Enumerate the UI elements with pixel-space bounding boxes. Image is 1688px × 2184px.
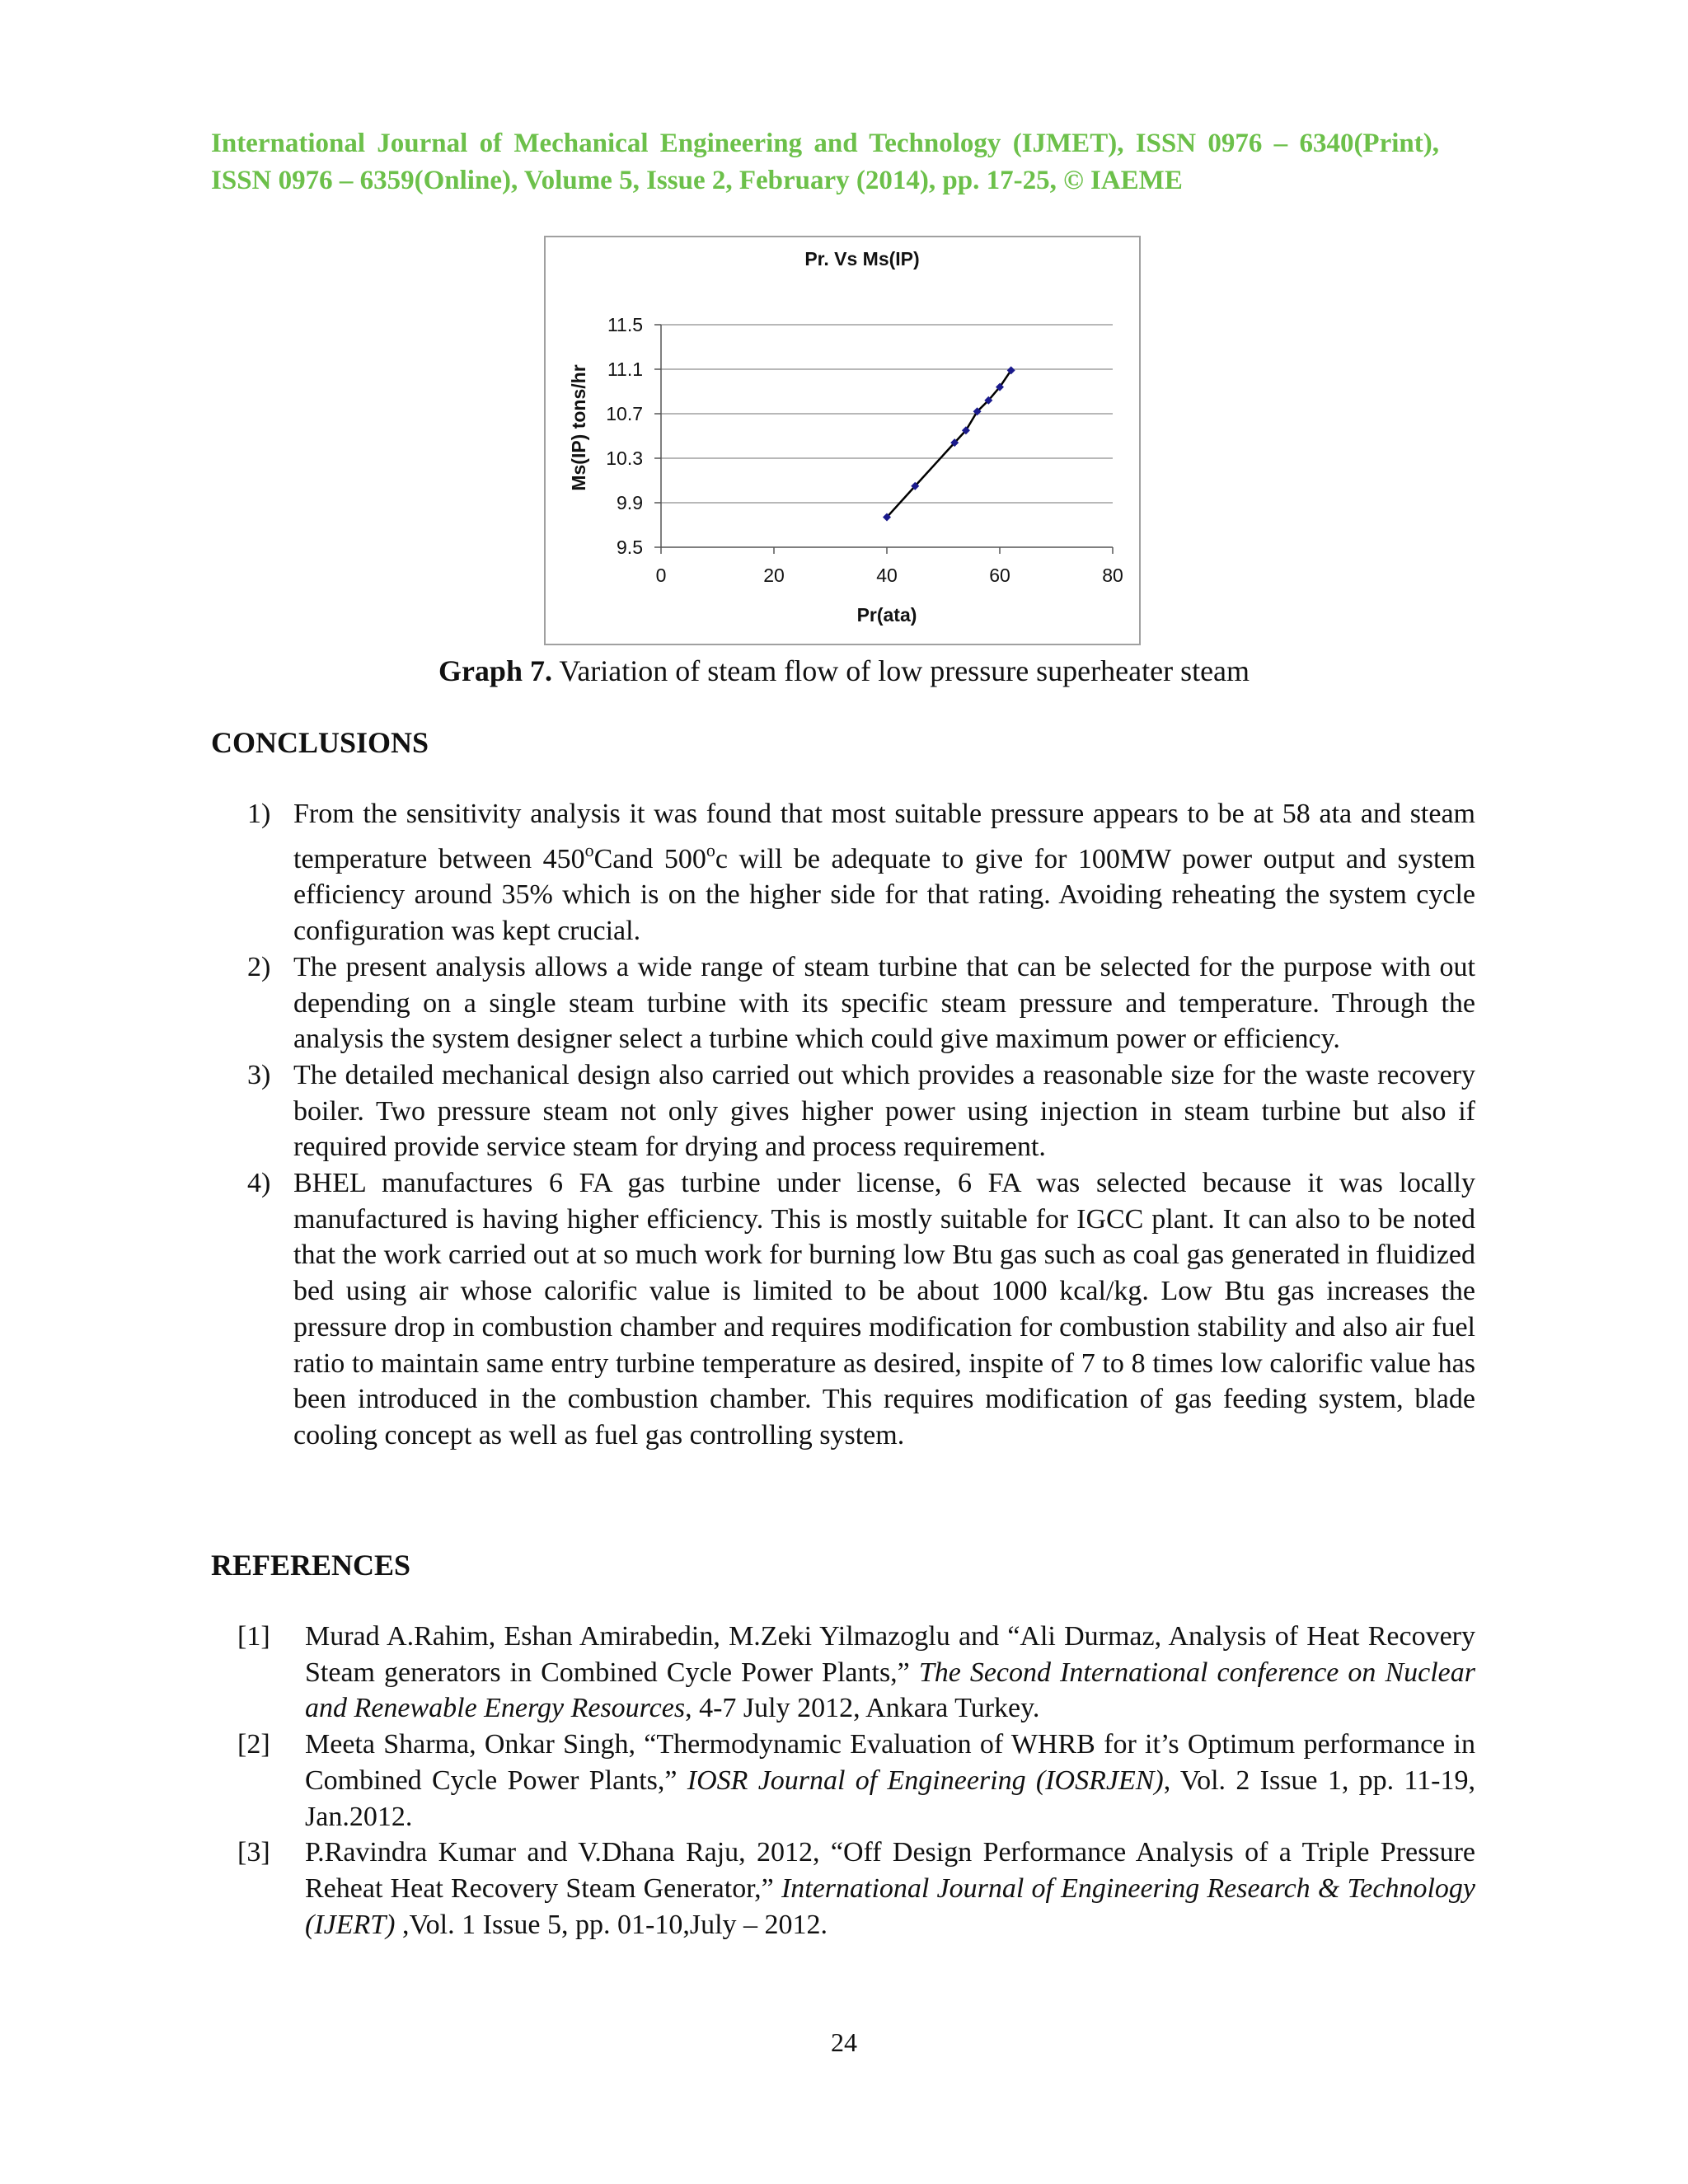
- journal-header: International Journal of Mechanical Engineering and Technology (IJMET), ISSN 0976 – 6340(Print), ISSN 0976 – 6359(Online), Volume 5, Issue 2, February (2014), pp. 17-25, © IAEME: [211, 129, 1439, 195]
- y-tick-label: 11.5: [607, 314, 643, 335]
- y-tick-label: 10.7: [606, 403, 643, 424]
- superscript: o: [584, 839, 594, 860]
- chart: [544, 236, 1141, 645]
- references-heading: REFERENCES: [211, 1549, 411, 1582]
- list-number: 3): [247, 1059, 271, 1090]
- conclusions-heading: CONCLUSIONS: [211, 726, 429, 759]
- reference-number: [2]: [237, 1729, 270, 1760]
- reference-text: ,Vol. 1 Issue 5, pp. 01-10,July – 2012.: [395, 1909, 828, 1940]
- reference-item: [231, 1727, 1475, 1835]
- list-text: BHEL manufactures 6 FA gas turbine under license, 6 FA was selected because it was locally manufactured is having higher efficiency. This is mostly suitable for IGCC plant. It can also to be noted that the work carried out at so much work for burning low Btu gas such as coal gas generated in fluidized bed using air whose calorific value is limited to be about 1000 kcal/kg. Low Btu gas increases the pressure drop in combustion chamber and requires modification for combustion stability and also air fuel ratio to maintain same entry turbine temperature as desired, inspite of 7 to 8 times low calorific value has been introduced in the combustion chamber. This requires modification of gas feeding system, blade cooling concept as well as fuel gas controlling system.: [293, 1168, 1475, 1451]
- series-line: [887, 370, 1011, 517]
- list-text: The detailed mechanical design also carried out which provides a reasonable size for the waste recovery boiler. Two pressure steam not only gives higher power using injection in steam turbine but also if required provide service steam for drying and process requirement.: [293, 1059, 1475, 1163]
- superscript: o: [706, 839, 715, 860]
- page-number: 24: [831, 2027, 857, 2057]
- caption-label: Graph 7.: [438, 654, 552, 687]
- list-number: 1): [247, 799, 271, 829]
- x-axis-label: Pr(ata): [856, 604, 917, 626]
- list-text: From the sensitivity analysis it was found that most suitable pressure appears to be at 58 ata and steam temperature between 450: [293, 799, 1475, 874]
- reference-number: [1]: [237, 1621, 270, 1652]
- list-text: c will be adequate to give for 100MW power output and system efficiency around 35% which is on the higher side for that rating. Avoiding reheating the system cycle configuration was kept crucial.: [293, 843, 1475, 947]
- figure-caption: [211, 651, 1477, 691]
- reference-source: IOSR Journal of Engineering (IOSRJEN): [687, 1765, 1164, 1796]
- y-axis-label: Ms(IP) tons/hr: [568, 364, 589, 491]
- y-tick-label: 9.5: [617, 537, 643, 558]
- caption-text: Variation of steam flow of low pressure superheater steam: [551, 654, 1250, 687]
- x-tick-label: 80: [1102, 565, 1123, 586]
- reference-text: , 4-7 July 2012, Ankara Turkey.: [685, 1693, 1040, 1724]
- reference-source: International Journal of Engineering Research & Technology (IJERT): [305, 1872, 1475, 1940]
- reference-text: P.Ravindra Kumar and V.Dhana Raju, 2012, “Off Design Performance Analysis of a Triple Pressure Reheat Heat Recovery Steam Generator,”: [305, 1837, 1475, 1904]
- list-item: [231, 1165, 1475, 1454]
- chart-svg: [546, 237, 1142, 647]
- x-tick-label: 60: [989, 565, 1010, 586]
- reference-text: Meeta Sharma, Onkar Singh, “Thermodynamic Evaluation of WHRB for it’s Optimum performance in Combined Cycle Power Plants,”: [305, 1729, 1475, 1796]
- references-list: [231, 1619, 1475, 1943]
- list-item: [231, 796, 1475, 949]
- list-item: [231, 1057, 1475, 1165]
- list-number: 4): [247, 1168, 271, 1199]
- x-tick-label: 20: [763, 565, 785, 586]
- list-text: The present analysis allows a wide range of steam turbine that can be selected for the purpose with out depending on a single steam turbine with its specific steam pressure and temperature. Through the analysis the system designer select a turbine which could give maximum power or efficiency.: [293, 951, 1475, 1055]
- reference-source: The Second International conference on Nuclear and Renewable Energy Resources: [305, 1657, 1475, 1724]
- x-tick-label: 40: [876, 565, 898, 586]
- list-number: 2): [247, 951, 271, 982]
- x-tick-label: 0: [655, 565, 667, 586]
- reference-item: [231, 1619, 1475, 1727]
- y-tick-label: 10.3: [606, 448, 643, 469]
- list-text: Cand 500: [593, 843, 706, 874]
- y-tick-label: 9.9: [617, 492, 643, 513]
- reference-item: [231, 1835, 1475, 1943]
- list-item: [231, 949, 1475, 1057]
- reference-text: , Vol. 2 Issue 1, pp. 11-19, Jan.2012.: [305, 1765, 1475, 1832]
- chart-title: Pr. Vs Ms(IP): [804, 248, 920, 269]
- y-tick-label: 11.1: [607, 359, 643, 380]
- conclusions-list: [231, 796, 1475, 1454]
- reference-number: [3]: [237, 1837, 270, 1868]
- reference-text: Murad A.Rahim, Eshan Amirabedin, M.Zeki Yilmazoglu and “Ali Durmaz, Analysis of Heat Recovery Steam generators in Combined Cycle Power Plants,”: [305, 1621, 1475, 1688]
